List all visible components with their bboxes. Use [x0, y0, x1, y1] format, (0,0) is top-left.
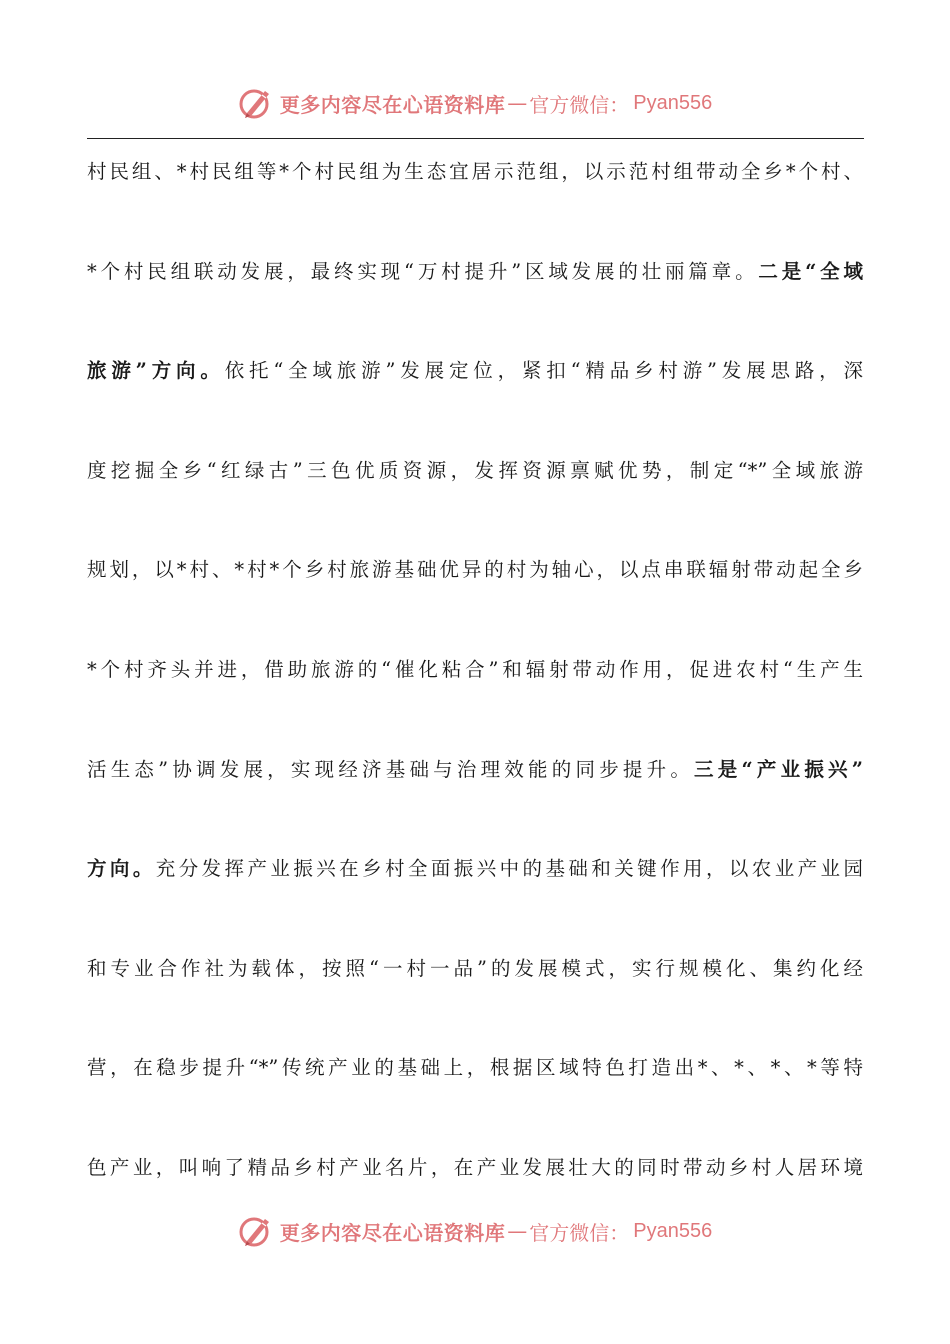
text-line — [87, 445, 863, 545]
text-run: 规划，以*村、*村*个乡村旅游基础优异的村为轴心，以点串联辐射带动起全乡 — [87, 558, 863, 582]
bold-heading-run: 旅游”方向。 — [87, 359, 225, 383]
pen-in-circle-icon — [238, 85, 274, 121]
text-line — [87, 843, 863, 943]
header-dash: — — [507, 91, 528, 115]
footer-watermark — [0, 1210, 950, 1252]
text-line — [87, 246, 863, 346]
header-watermark — [0, 82, 950, 124]
text-line — [87, 345, 863, 445]
text-line — [87, 544, 863, 644]
header-wechat-id: Pyan556 — [633, 91, 713, 114]
text-run: 和专业合作社为载体，按照“一村一品”的发展模式，实行规模化、集约化经 — [87, 956, 863, 980]
footer-brand: 更多内容尽在心语资料库 — [279, 1220, 506, 1245]
bold-heading-run: 二是“全域 — [758, 259, 863, 283]
pen-in-circle-icon — [238, 1213, 274, 1249]
text-run: 村民组、*村民组等*个村民组为生态宜居示范组，以示范村组带动全乡*个村、 — [87, 160, 863, 183]
text-run: 依托“全域旅游”发展定位，紧扣“精品乡村游”发展思路，深 — [224, 359, 863, 383]
text-line — [87, 1042, 863, 1142]
footer-wechat-id: Pyan556 — [633, 1219, 713, 1242]
text-run: 活生态”协调发展，实现经济基础与治理效能的同步提升。 — [87, 757, 695, 781]
header-divider — [87, 138, 864, 139]
document-body — [87, 146, 863, 1242]
text-run: *个村民组联动发展，最终实现“万村提升”区域发展的壮丽篇章。 — [87, 259, 759, 283]
text-line — [87, 744, 863, 844]
text-run: 度挖掘全乡“红绿古”三色优质资源，发挥资源禀赋优势，制定“*”全域旅游 — [87, 458, 863, 482]
bold-heading-run: 方向。 — [87, 857, 156, 881]
header-wechat-label: 官方微信： — [529, 92, 630, 117]
text-line — [87, 943, 863, 1043]
footer-dash: — — [507, 1219, 528, 1243]
bold-heading-run: 三是“产业振兴” — [694, 757, 863, 781]
text-run: 营，在稳步提升“*”传统产业的基础上，根据区域特色打造出*、*、*、*等特 — [87, 1056, 863, 1080]
footer-wechat-label: 官方微信： — [529, 1220, 630, 1245]
text-line — [87, 146, 863, 246]
text-run: *个村齐头并进，借助旅游的“催化粘合”和辐射带动作用，促进农村“生产生 — [87, 657, 863, 681]
text-run: 色产业，叫响了精品乡村产业名片，在产业发展壮大的同时带动乡村人居环境 — [87, 1155, 863, 1179]
header-brand: 更多内容尽在心语资料库 — [279, 92, 506, 117]
text-run: 充分发挥产业振兴在乡村全面振兴中的基础和关键作用，以农业产业园 — [155, 857, 863, 881]
text-line — [87, 644, 863, 744]
